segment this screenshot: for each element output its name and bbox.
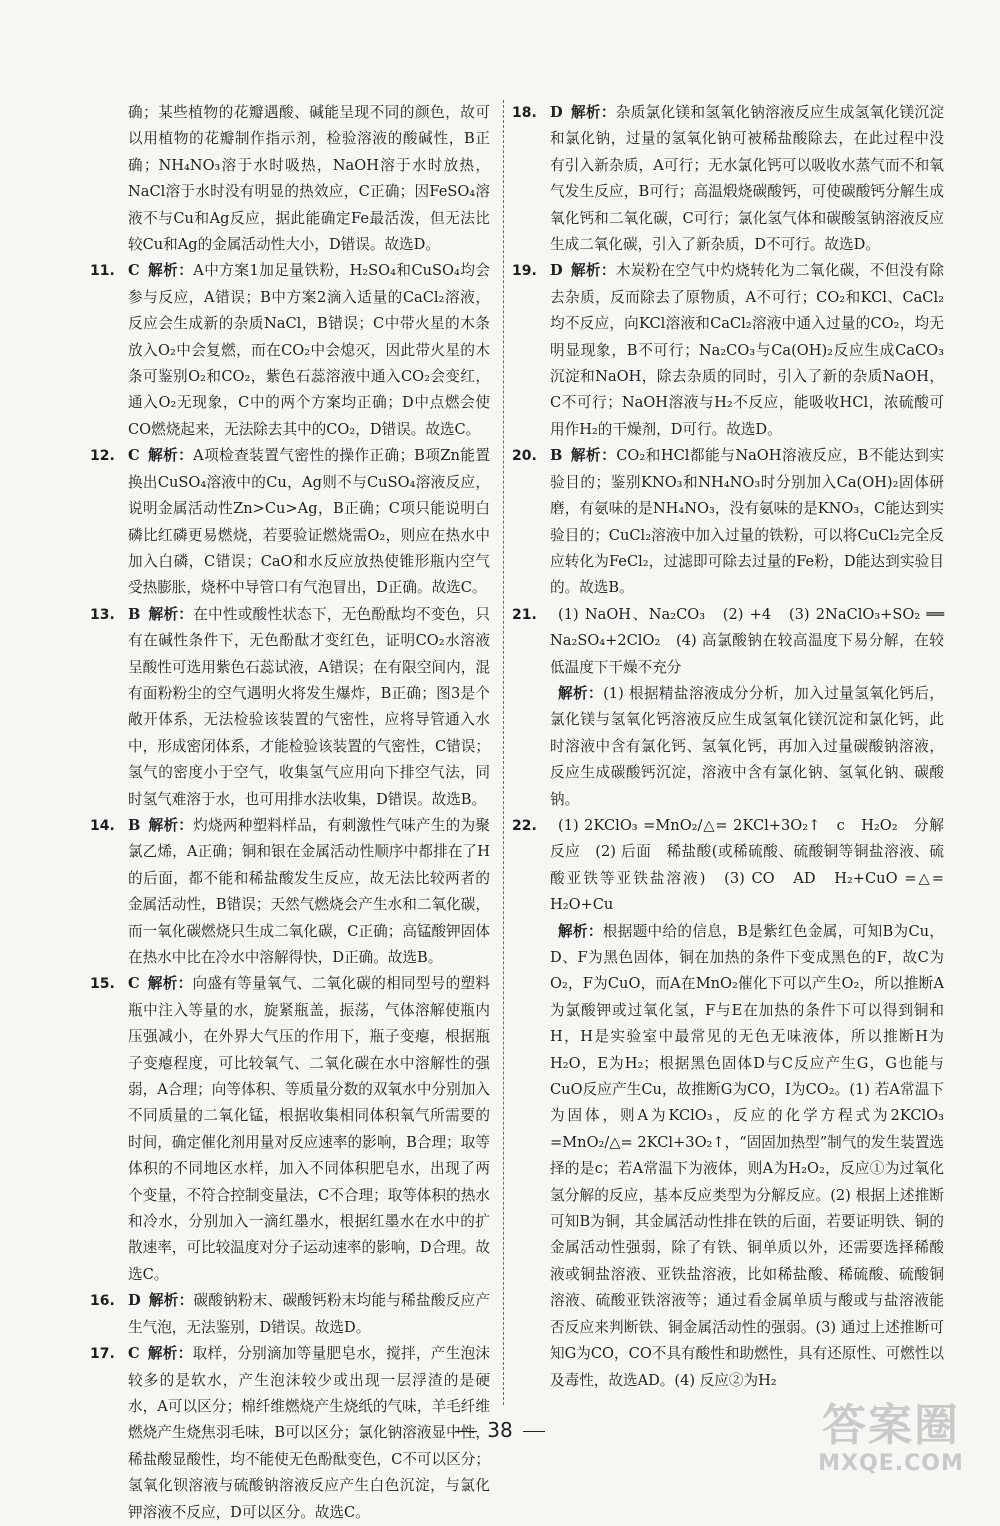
question-number: 19. [512,263,537,280]
answer-body [128,443,490,601]
analysis-label: 解析： [558,684,604,702]
answer-body [550,443,944,601]
answer-choice: D [550,262,563,280]
answer-item [90,258,490,443]
answer-body [550,258,944,443]
analysis-label: 解析： [570,447,617,465]
answer-text: 向盛有等量氧气、二氧化碳的相同型号的塑料瓶中注入等量的水，旋紧瓶盖，振荡，气体溶解使瓶内压强减小，在外界大气压的作用下，瓶子变瘪，根据瓶子变瘪程度，可比较氧气、二氧化碳在水中溶解性的强弱，A合理；向等体积、等质量分数的双氧水中分别加入不同质量的二氧化锰，根据收集相同体积氧气所需要的时间，确定催化剂用量对反应速率的影响，B合理；取等体积的不同地区水样，加入不同体积肥皂水，出现了两个变量，不符合控制变量法，C不合理；取等体积的热水和冷水，分别加入一滴红墨水，根据红墨水在水中的扩散速率，可比较温度对分子运动速率的影响，D合理。故选C。 [128,975,490,1283]
column-divider [503,100,504,1405]
right-answer-list [512,100,944,1394]
answer-body [550,813,944,919]
answer-text: 根据题中给的信息，B是紫红色金属，可知B为Cu，D、F为黑色固体，铜在加热的条件下变成黑色的F，故C为O₂，F为CuO，而A在MnO₂催化下可以产生O₂，所以推断A为氯酸钾或过氧化氢，F与E在加热的条件下可以得到铜和H，H是实验室中最常见的无色无味液体，所以推断H为H₂O，E为H₂；根据黑色固体D与C反应产生G，G也能与CuO反应产生Cu，故推断G为CO，I为CO₂。(1) 若A常温下为固体，则A为KClO₃，反应的化学方程式为2KClO₃ =MnO₂/△= 2KCl+3O₂↑，“固固加热型”制气的发生装置选择的是c；若A常温下为液体，则A为H₂O₂，反应①为过氧化氢分解的反应，基本反应类型为分解反应。(2) 根据上述推断可知B为铜，其金属活动性排在铁的后面，若要证明铁、铜的金属活动性强弱，除了有铁、铜单质以外，还需要选择稀酸液或铜盐溶液、亚铁盐溶液，比如稀盐酸、稀硫酸、硫酸铜溶液、硫酸亚铁溶液等；通过看金属单质与酸或与盐溶液能否反应来判断铁、铜金属活动性的强弱。(3) 通过上述推断可知G为CO，CO不具有酸性和助燃性，具有还原性、可燃性以及毒性，故选AD。(4) 反应②为H₂ [550,922,944,1389]
answer-body [128,813,490,971]
answer-body [128,971,490,1288]
analysis-label: 解析： [147,975,193,993]
watermark-text-bottom: MXQE.COM [818,1451,964,1476]
right-column [512,100,944,1394]
answer-choice: D [128,1292,141,1310]
question-number: 15. [90,976,115,993]
watermark-text-top: 答案圈 [822,1400,960,1451]
analysis-label: 解析： [570,262,616,280]
analysis-label: 解析： [148,816,194,834]
answer-choice: B [550,447,563,465]
question-number: 21. [512,606,537,623]
answer-choice: C [128,262,140,280]
intro-paragraph: 确；某些植物的花瓣遇酸、碱能呈现不同的颜色，故可以用植物的花瓣制作指示剂，检验溶液的酸碱性，B正确；NH₄NO₃溶于水时吸热，NaOH溶于水时放热，NaCl溶于水时没有明显的热效应，C正确；因FeSO₄溶液不与Cu和Ag反应，据此能确定Fe最活泼，但无法比较Cu和Ag的金属活动性大小，D错误。故选D。 [128,104,490,254]
answer-item [90,1288,490,1341]
answer-text: 在中性或酸性状态下，无色酚酞均不变色，只有在碱性条件下，无色酚酞才变红色，证明CO₂水溶液呈酸性可选用紫色石蕊试液，A错误；在有限空间内，混有面粉粉尘的空气遇明火将发生爆炸，B正确；图3是个敞开体系，无法检验该装置的气密性，应将导管通入水中，形成密闭体系，才能检验该装置的气密性，C错误；氢气的密度小于空气，收集氢气应用向下排空气法，同时氢气难溶于水，也可用排水法收集，D错误。故选B。 [128,605,490,808]
answer-body [550,919,944,1394]
answer-choice: C [128,1345,140,1363]
question-number [512,919,550,1394]
answer-text: A中方案1加足量铁粉，H₂SO₄和CuSO₄均会参与反应，A错误；B中方案2滴入适量的CaCl₂溶液，反应会生成新的杂质NaCl，B错误；C中带火星的木条放入O₂中会复燃，而在CO₂中会熄灭，因此带火星的木条可鉴别O₂和CO₂，紫色石蕊溶液中通入CO₂会变红，通入O₂无现象，C中的两个方案均正确；D中点燃会使CO燃烧起来，无法除去其中的CO₂，D错误。故选C。 [128,262,490,438]
question-number [512,681,550,813]
page-number: 38 [487,1418,513,1442]
answer-item [512,100,944,258]
answer-text: 取样，分别滴加等量肥皂水，搅拌，产生泡沫较多的是软水，产生泡沫较少或出现一层浮渣的是硬水，A可以区分；棉纤维燃烧产生烧纸的气味，羊毛纤维燃烧产生烧焦羽毛味，B可以区分；氯化钠溶液显中性，稀盐酸显酸性，均不能使无色酚酞变色，C不可以区分；氢氧化钡溶液与硫酸钠溶液反应产生白色沉淀，与氯化钾溶液不反应，D可以区分。故选C。 [128,1345,490,1521]
analysis-label: 解析： [148,1292,194,1310]
analysis-label: 解析： [147,1345,193,1363]
question-number: 16. [90,1293,115,1310]
answer-item [512,443,944,601]
answer-choice: B [128,605,141,623]
answer-item [512,813,944,919]
answer-item [90,971,490,1288]
answer-item [512,602,944,681]
question-number: 22. [512,817,537,834]
answer-body [550,602,944,681]
answer-item [90,602,490,813]
answer-text: CO₂和HCl都能与NaOH溶液反应，B不能达到实验目的；鉴别KNO₃和NH₄NO₃时分别加入Ca(OH)₂固体研磨，有氨味的是NH₄NO₃，没有氨味的是KNO₃，C能达到实验目的；CuCl₂溶液中加入过量的铁粉，可以将CuCl₂完全反应转化为FeCl₂，过滤即可除去过量的Fe粉，D能达到实验目的。故选B。 [550,447,944,597]
answer-choice: C [128,975,140,993]
answer-text: (1) 2KClO₃ =MnO₂/△= 2KCl+3O₂↑ c H₂O₂ 分解反应 (2) 后面 稀盐酸(或稀硫酸、硫酸铜等铜盐溶液、硫酸亚铁等亚铁盐溶液) (3) CO AD H₂+CuO =△= H₂O+Cu [550,816,944,914]
answer-item [512,919,944,1394]
answer-choice: D [550,104,563,121]
question-number: 18. [512,105,537,121]
question-number: 11. [90,263,115,280]
answer-body [128,1288,490,1341]
footer-dash-left [455,1431,477,1432]
answer-text: 木炭粉在空气中灼烧转化为二氧化碳，不但没有除去杂质，反而除去了原物质，A不可行；CO₂和KCl、CaCl₂均不反应，向KCl溶液和CaCl₂溶液中通入过量的CO₂，均无明显现象，B不可行；Na₂CO₃与Ca(OH)₂反应生成CaCO₃沉淀和NaOH，除去杂质的同时，引入了新的杂质NaOH，C不可行；NaOH溶液与H₂不反应，能吸收HCl，浓硫酸可用作H₂的干燥剂，D可行。故选D。 [550,262,944,438]
answer-choice: B [128,816,141,834]
footer-dash-right [523,1431,545,1432]
answer-item [512,681,944,813]
answer-item [90,813,490,971]
question-number: 20. [512,448,537,465]
answer-body [550,681,944,813]
answer-text: (1) NaOH、Na₂CO₃ (2) +4 (3) 2NaClO₃+SO₂ ══ Na₂SO₄+2ClO₂ (4) 高氯酸钠在较高温度下易分解，在较低温度下干燥不充分 [550,605,944,676]
analysis-label: 解析： [147,447,194,465]
answer-text: A项检查装置气密性的操作正确；B项Zn能置换出CuSO₄溶液中的Cu，Ag则不与CuSO₄溶液反应，说明金属活动性Zn>Cu>Ag，B正确；C项只能说明白磷比红磷更易燃烧，若要验证燃烧需O₂，则应在热水中加入白磷，C错误；CaO和水反应放热使锥形瓶内空气受热膨胀，烧杯中导管口有气泡冒出，D正确。故选C。 [128,447,490,597]
analysis-label: 解析： [148,605,194,623]
answer-item [90,443,490,601]
analysis-label: 解析： [558,922,603,940]
analysis-label: 解析： [147,262,194,280]
answer-text: (1) 根据精盐溶液成分分析，加入过量氢氧化钙后，氯化镁与氢氧化钙溶液反应生成氢氧化镁沉淀和氯化钙，此时溶液中含有氯化钙、氢氧化钙，再加入过量碳酸钠溶液，反应生成碳酸钙沉淀，溶液中含有氯化钠、氢氧化钠、碳酸钠。 [550,684,944,808]
answer-body [128,258,490,443]
answer-text: 碳酸钠粉末、碳酸钙粉末均能与稀盐酸反应产生气泡，无法鉴别，D错误。故选D。 [128,1292,490,1336]
question-number: 13. [90,606,115,623]
answer-text: 杂质氯化镁和氢氧化钠溶液反应生成氢氧化镁沉淀和氯化钠，过量的氢氧化钠可被稀盐酸除去，在此过程中没有引入新杂质，A可行；无水氯化钙可以吸收水蒸气而不和氧气发生反应，B可行；高温煅烧碳酸钙，可使碳酸钙分解生成氧化钙和二氧化碳，C可行；氯化氢气体和碳酸氢钠溶液反应生成二氧化碳，引入了新杂质，D不可行。故选D。 [550,104,944,254]
answer-item [512,258,944,443]
left-answer-list [90,258,490,1526]
question-number: 14. [90,817,115,834]
analysis-label: 解析： [570,104,616,121]
answer-text: 灼烧两种塑料样品，有刺激性气味产生的为聚氯乙烯，A正确；铜和银在金属活动性顺序中都排在了H的后面，都不能和稀盐酸发生反应，故无法比较两者的金属活动性，B错误；天然气燃烧会产生水和二氧化碳，而一氧化碳燃烧只生成二氧化碳，C正确；高锰酸钾固体在热水中比在冷水中溶解得快，D正确。故选B。 [128,816,490,966]
answer-body [128,602,490,813]
watermark-logo [796,1401,986,1481]
question-number: 17. [90,1346,115,1363]
question-number: 12. [90,448,115,465]
left-column [90,100,490,1526]
answer-body [550,100,944,258]
answer-choice: C [128,447,140,465]
